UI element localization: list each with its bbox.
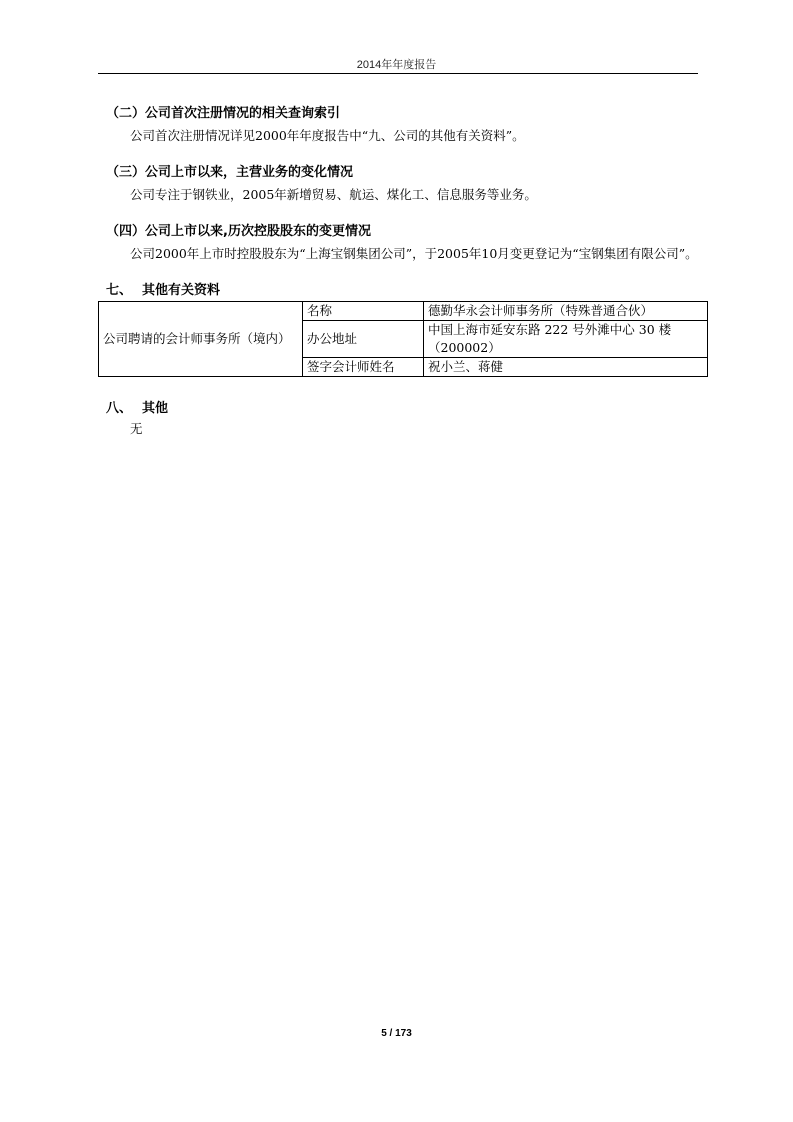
table-value-cell: 祝小兰、蒋健 bbox=[424, 358, 708, 377]
header-divider bbox=[98, 73, 698, 74]
page-number: 5 / 173 bbox=[381, 1028, 412, 1039]
table-value-cell: 德勤华永会计师事务所（特殊普通合伙） bbox=[424, 302, 708, 321]
section-3-text: 公司专注于钢铁业，2005年新增贸易、航运、煤化工、信息服务等业务。 bbox=[130, 187, 537, 202]
table-key-cell: 名称 bbox=[303, 302, 424, 321]
section-8-title: 其他 bbox=[142, 401, 169, 416]
section-8-number: 八、 bbox=[106, 401, 133, 416]
section-4-text: 公司2000年上市时控股股东为“上海宝钢集团公司”，于2005年10月变更登记为“宝钢集团有限公司”。 bbox=[130, 246, 698, 261]
section-8-text: 无 bbox=[130, 421, 143, 436]
section-3-heading: （三）公司上市以来，主营业务的变化情况 bbox=[106, 165, 354, 180]
table-value-cell: 中国上海市延安东路 222 号外滩中心 30 楼（200002） bbox=[424, 321, 708, 358]
section-7-heading bbox=[106, 281, 708, 301]
section-8-heading bbox=[106, 399, 708, 419]
table-key-cell: 办公地址 bbox=[303, 321, 424, 358]
table-row bbox=[99, 302, 708, 321]
header-title: 2014年年度报告 bbox=[356, 59, 437, 71]
section-2-heading: （二）公司首次注册情况的相关查询索引 bbox=[106, 106, 341, 121]
section-2-text: 公司首次注册情况详见2000年年度报告中“九、公司的其他有关资料”。 bbox=[130, 128, 525, 143]
section-4-heading: （四）公司上市以来,历次控股股东的变更情况 bbox=[106, 224, 371, 239]
section-7-title: 其他有关资料 bbox=[142, 283, 221, 298]
accounting-firm-table bbox=[98, 301, 708, 377]
document-body bbox=[98, 104, 708, 439]
section-7-number: 七、 bbox=[106, 283, 133, 298]
table-row-label: 公司聘请的会计师事务所（境内） bbox=[99, 302, 303, 377]
table-key-cell: 签字会计师姓名 bbox=[303, 358, 424, 377]
